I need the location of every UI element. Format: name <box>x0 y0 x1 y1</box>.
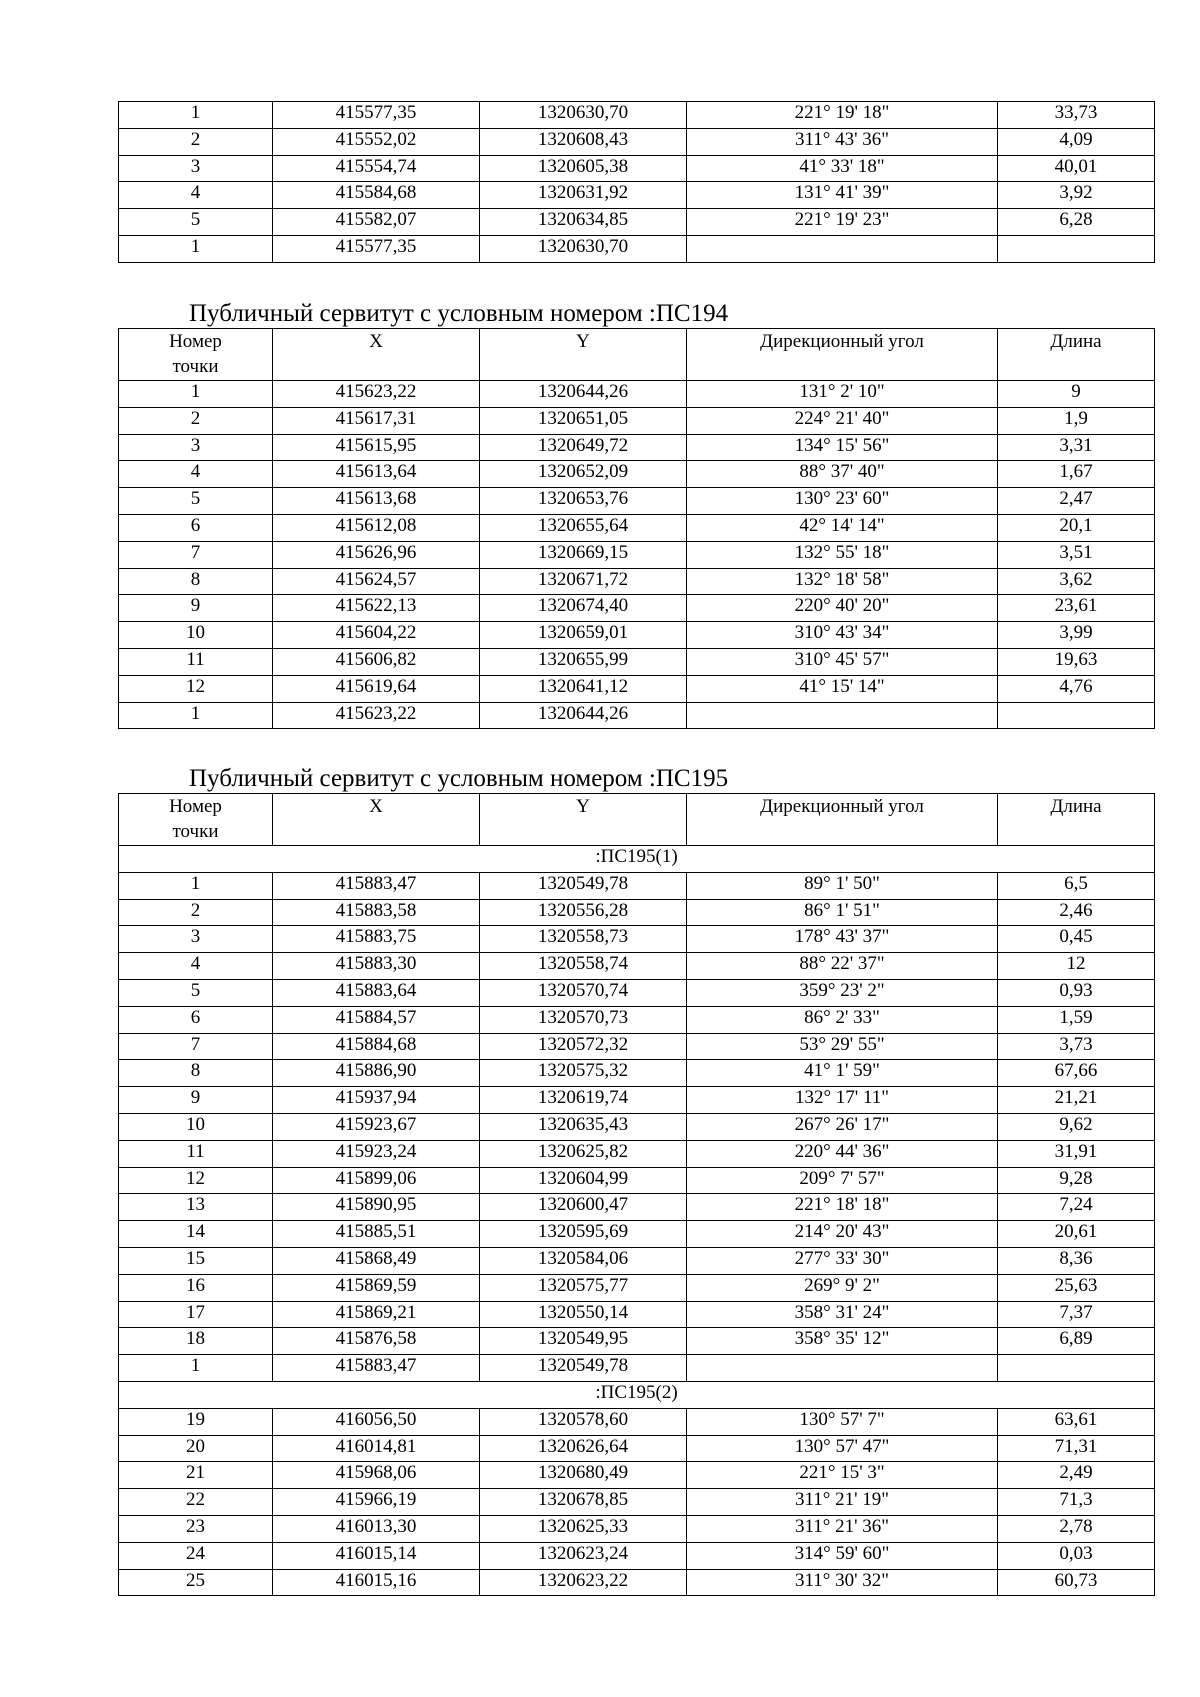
cell-y-coord: 1320556,28 <box>480 899 687 926</box>
cell-x-coord: 415883,47 <box>273 1355 480 1382</box>
cell-direction-angle: 41° 33' 18" <box>687 155 998 182</box>
cell-direction-angle: 358° 35' 12" <box>687 1328 998 1355</box>
cell-direction-angle: 132° 17' 11" <box>687 1087 998 1114</box>
cell-direction-angle: 314° 59' 60" <box>687 1542 998 1569</box>
cell-direction-angle: 41° 15' 14" <box>687 675 998 702</box>
cell-x-coord: 415554,74 <box>273 155 480 182</box>
cell-direction-angle: 209° 7' 57" <box>687 1167 998 1194</box>
cell-x-coord: 415883,75 <box>273 926 480 953</box>
header-direction-angle: Дирекционный угол <box>687 794 998 846</box>
table-row <box>119 514 1155 541</box>
subsection-label: :ПС195(1) <box>119 846 1155 873</box>
cell-y-coord: 1320674,40 <box>480 595 687 622</box>
subsection-row <box>119 846 1155 873</box>
cell-y-coord: 1320550,14 <box>480 1301 687 1328</box>
cell-x-coord: 415623,22 <box>273 381 480 408</box>
cell-point-number: 19 <box>119 1408 273 1435</box>
table-row <box>119 1006 1155 1033</box>
header-y: Y <box>480 794 687 846</box>
cell-direction-angle: 220° 40' 20" <box>687 595 998 622</box>
table-row <box>119 461 1155 488</box>
cell-y-coord: 1320651,05 <box>480 407 687 434</box>
table-row <box>119 1542 1155 1569</box>
cell-length: 7,37 <box>998 1301 1155 1328</box>
cell-x-coord: 415968,06 <box>273 1462 480 1489</box>
cell-point-number: 8 <box>119 568 273 595</box>
cell-length <box>998 702 1155 729</box>
table-row <box>119 381 1155 408</box>
cell-point-number: 11 <box>119 648 273 675</box>
table-row <box>119 1462 1155 1489</box>
cell-y-coord: 1320570,74 <box>480 979 687 1006</box>
table-row <box>119 926 1155 953</box>
cell-direction-angle: 359° 23' 2" <box>687 979 998 1006</box>
table-row <box>119 209 1155 236</box>
cell-y-coord: 1320634,85 <box>480 209 687 236</box>
cell-direction-angle: 310° 43' 34" <box>687 622 998 649</box>
table-row <box>119 541 1155 568</box>
cell-point-number: 1 <box>119 872 273 899</box>
cell-point-number: 4 <box>119 182 273 209</box>
cell-direction-angle: 224° 21' 40" <box>687 407 998 434</box>
cell-y-coord: 1320644,26 <box>480 702 687 729</box>
cell-point-number: 1 <box>119 702 273 729</box>
cell-length: 2,49 <box>998 1462 1155 1489</box>
cell-y-coord: 1320649,72 <box>480 434 687 461</box>
cell-point-number: 16 <box>119 1274 273 1301</box>
cell-length: 0,45 <box>998 926 1155 953</box>
cell-y-coord: 1320570,73 <box>480 1006 687 1033</box>
cell-direction-angle: 132° 55' 18" <box>687 541 998 568</box>
cell-y-coord: 1320595,69 <box>480 1221 687 1248</box>
cell-direction-angle: 88° 22' 37" <box>687 953 998 980</box>
cell-x-coord: 415577,35 <box>273 235 480 262</box>
table-row <box>119 1274 1155 1301</box>
cell-length: 63,61 <box>998 1408 1155 1435</box>
cell-length: 31,91 <box>998 1140 1155 1167</box>
cell-point-number: 1 <box>119 102 273 129</box>
cell-point-number: 22 <box>119 1489 273 1516</box>
cell-y-coord: 1320625,82 <box>480 1140 687 1167</box>
table-row <box>119 235 1155 262</box>
cell-point-number: 12 <box>119 675 273 702</box>
cell-x-coord: 415613,64 <box>273 461 480 488</box>
cell-y-coord: 1320605,38 <box>480 155 687 182</box>
cell-length: 1,67 <box>998 461 1155 488</box>
cell-x-coord: 415884,68 <box>273 1033 480 1060</box>
cell-length: 3,73 <box>998 1033 1155 1060</box>
cell-direction-angle <box>687 702 998 729</box>
cell-point-number: 17 <box>119 1301 273 1328</box>
cell-point-number: 2 <box>119 128 273 155</box>
cell-x-coord: 415582,07 <box>273 209 480 236</box>
cell-point-number: 1 <box>119 235 273 262</box>
cell-length: 2,46 <box>998 899 1155 926</box>
section-title-ps194: Публичный сервитут с условным номером :ПС194 <box>189 300 729 327</box>
cell-direction-angle: 130° 57' 7" <box>687 1408 998 1435</box>
cell-y-coord: 1320652,09 <box>480 461 687 488</box>
cell-direction-angle <box>687 1355 998 1382</box>
cell-point-number: 12 <box>119 1167 273 1194</box>
cell-y-coord: 1320680,49 <box>480 1462 687 1489</box>
table-row <box>119 675 1155 702</box>
cell-point-number: 8 <box>119 1060 273 1087</box>
table-row <box>119 182 1155 209</box>
cell-length: 6,89 <box>998 1328 1155 1355</box>
cell-length: 21,21 <box>998 1087 1155 1114</box>
cell-direction-angle <box>687 235 998 262</box>
table-row <box>119 1194 1155 1221</box>
cell-y-coord: 1320600,47 <box>480 1194 687 1221</box>
cell-length: 6,28 <box>998 209 1155 236</box>
table-row <box>119 1221 1155 1248</box>
cell-point-number: 7 <box>119 541 273 568</box>
cell-x-coord: 415883,58 <box>273 899 480 926</box>
cell-direction-angle: 130° 23' 60" <box>687 488 998 515</box>
cell-y-coord: 1320625,33 <box>480 1515 687 1542</box>
cell-x-coord: 416013,30 <box>273 1515 480 1542</box>
table-row <box>119 1113 1155 1140</box>
cell-point-number: 13 <box>119 1194 273 1221</box>
cell-point-number: 5 <box>119 979 273 1006</box>
table-row <box>119 899 1155 926</box>
cell-y-coord: 1320626,64 <box>480 1435 687 1462</box>
cell-point-number: 2 <box>119 899 273 926</box>
cell-point-number: 4 <box>119 461 273 488</box>
cell-x-coord: 415869,59 <box>273 1274 480 1301</box>
cell-direction-angle: 134° 15' 56" <box>687 434 998 461</box>
cell-direction-angle: 86° 1' 51" <box>687 899 998 926</box>
coordinates-table-ps195 <box>118 793 1155 1596</box>
cell-length: 25,63 <box>998 1274 1155 1301</box>
cell-y-coord: 1320635,43 <box>480 1113 687 1140</box>
cell-y-coord: 1320549,95 <box>480 1328 687 1355</box>
table-row <box>119 1435 1155 1462</box>
cell-x-coord: 415886,90 <box>273 1060 480 1087</box>
header-y: Y <box>480 329 687 381</box>
cell-point-number: 9 <box>119 1087 273 1114</box>
cell-point-number: 18 <box>119 1328 273 1355</box>
cell-y-coord: 1320572,32 <box>480 1033 687 1060</box>
header-x: X <box>273 794 480 846</box>
cell-length: 2,78 <box>998 1515 1155 1542</box>
cell-point-number: 6 <box>119 1006 273 1033</box>
cell-length: 6,5 <box>998 872 1155 899</box>
cell-length: 12 <box>998 953 1155 980</box>
cell-direction-angle: 220° 44' 36" <box>687 1140 998 1167</box>
table-row <box>119 568 1155 595</box>
table-row <box>119 1033 1155 1060</box>
table-row <box>119 595 1155 622</box>
cell-y-coord: 1320558,73 <box>480 926 687 953</box>
cell-x-coord: 415584,68 <box>273 182 480 209</box>
table-row <box>119 872 1155 899</box>
cell-length: 8,36 <box>998 1247 1155 1274</box>
cell-x-coord: 415619,64 <box>273 675 480 702</box>
cell-length: 0,93 <box>998 979 1155 1006</box>
cell-x-coord: 415624,57 <box>273 568 480 595</box>
cell-x-coord: 415604,22 <box>273 622 480 649</box>
cell-length: 1,59 <box>998 1006 1155 1033</box>
table-row <box>119 1167 1155 1194</box>
cell-length: 4,76 <box>998 675 1155 702</box>
cell-y-coord: 1320578,60 <box>480 1408 687 1435</box>
table-row <box>119 953 1155 980</box>
cell-length: 7,24 <box>998 1194 1155 1221</box>
table-row <box>119 979 1155 1006</box>
cell-length: 60,73 <box>998 1569 1155 1596</box>
cell-length: 0,03 <box>998 1542 1155 1569</box>
cell-point-number: 10 <box>119 1113 273 1140</box>
cell-direction-angle: 311° 43' 36" <box>687 128 998 155</box>
cell-y-coord: 1320623,22 <box>480 1569 687 1596</box>
cell-length: 9 <box>998 381 1155 408</box>
coordinates-table-ps194 <box>118 328 1155 729</box>
cell-x-coord: 415883,64 <box>273 979 480 1006</box>
cell-point-number: 4 <box>119 953 273 980</box>
cell-length: 71,31 <box>998 1435 1155 1462</box>
cell-point-number: 1 <box>119 1355 273 1382</box>
cell-x-coord: 415883,47 <box>273 872 480 899</box>
cell-y-coord: 1320584,06 <box>480 1247 687 1274</box>
cell-direction-angle: 132° 18' 58" <box>687 568 998 595</box>
cell-x-coord: 415868,49 <box>273 1247 480 1274</box>
cell-direction-angle: 221° 18' 18" <box>687 1194 998 1221</box>
table-row <box>119 488 1155 515</box>
cell-y-coord: 1320631,92 <box>480 182 687 209</box>
cell-point-number: 23 <box>119 1515 273 1542</box>
cell-x-coord: 415552,02 <box>273 128 480 155</box>
cell-direction-angle: 86° 2' 33" <box>687 1006 998 1033</box>
cell-x-coord: 415626,96 <box>273 541 480 568</box>
cell-x-coord: 415612,08 <box>273 514 480 541</box>
table-row <box>119 1355 1155 1382</box>
cell-direction-angle: 42° 14' 14" <box>687 514 998 541</box>
cell-length: 20,61 <box>998 1221 1155 1248</box>
cell-direction-angle: 358° 31' 24" <box>687 1301 998 1328</box>
table-row <box>119 622 1155 649</box>
cell-point-number: 21 <box>119 1462 273 1489</box>
table-row <box>119 1515 1155 1542</box>
cell-y-coord: 1320608,43 <box>480 128 687 155</box>
cell-x-coord: 415617,31 <box>273 407 480 434</box>
cell-y-coord: 1320619,74 <box>480 1087 687 1114</box>
cell-direction-angle: 221° 19' 23" <box>687 209 998 236</box>
cell-y-coord: 1320641,12 <box>480 675 687 702</box>
header-x: X <box>273 329 480 381</box>
cell-x-coord: 415613,68 <box>273 488 480 515</box>
cell-direction-angle: 311° 30' 32" <box>687 1569 998 1596</box>
table-row <box>119 1060 1155 1087</box>
cell-direction-angle: 311° 21' 19" <box>687 1489 998 1516</box>
cell-x-coord: 415623,22 <box>273 702 480 729</box>
cell-y-coord: 1320575,77 <box>480 1274 687 1301</box>
cell-length: 67,66 <box>998 1060 1155 1087</box>
cell-point-number: 11 <box>119 1140 273 1167</box>
coordinates-table-1 <box>118 101 1155 263</box>
cell-direction-angle: 89° 1' 50" <box>687 872 998 899</box>
table-row <box>119 155 1155 182</box>
header-point-number: Номер точки <box>119 329 273 381</box>
cell-y-coord: 1320678,85 <box>480 1489 687 1516</box>
cell-x-coord: 416014,81 <box>273 1435 480 1462</box>
cell-y-coord: 1320623,24 <box>480 1542 687 1569</box>
cell-point-number: 10 <box>119 622 273 649</box>
cell-y-coord: 1320558,74 <box>480 953 687 980</box>
cell-direction-angle: 131° 2' 10" <box>687 381 998 408</box>
cell-direction-angle: 310° 45' 57" <box>687 648 998 675</box>
cell-length: 3,62 <box>998 568 1155 595</box>
cell-length: 9,28 <box>998 1167 1155 1194</box>
cell-point-number: 3 <box>119 155 273 182</box>
cell-length: 3,99 <box>998 622 1155 649</box>
cell-x-coord: 415923,67 <box>273 1113 480 1140</box>
table-row <box>119 1328 1155 1355</box>
cell-direction-angle: 277° 33' 30" <box>687 1247 998 1274</box>
header-direction-angle: Дирекционный угол <box>687 329 998 381</box>
table-row <box>119 1301 1155 1328</box>
subsection-row <box>119 1381 1155 1408</box>
cell-y-coord: 1320630,70 <box>480 102 687 129</box>
cell-direction-angle: 267° 26' 17" <box>687 1113 998 1140</box>
cell-x-coord: 415883,30 <box>273 953 480 980</box>
cell-x-coord: 415884,57 <box>273 1006 480 1033</box>
cell-y-coord: 1320669,15 <box>480 541 687 568</box>
header-row <box>119 794 1155 846</box>
cell-length: 9,62 <box>998 1113 1155 1140</box>
cell-point-number: 2 <box>119 407 273 434</box>
cell-direction-angle: 221° 15' 3" <box>687 1462 998 1489</box>
cell-x-coord: 415899,06 <box>273 1167 480 1194</box>
cell-y-coord: 1320644,26 <box>480 381 687 408</box>
cell-y-coord: 1320604,99 <box>480 1167 687 1194</box>
section-title-ps195: Публичный сервитут с условным номером :ПС195 <box>189 765 729 792</box>
cell-point-number: 5 <box>119 488 273 515</box>
table-row <box>119 434 1155 461</box>
cell-x-coord: 416015,16 <box>273 1569 480 1596</box>
cell-y-coord: 1320549,78 <box>480 872 687 899</box>
table-row <box>119 1408 1155 1435</box>
header-length: Длина <box>998 794 1155 846</box>
cell-point-number: 3 <box>119 926 273 953</box>
cell-x-coord: 415966,19 <box>273 1489 480 1516</box>
cell-point-number: 25 <box>119 1569 273 1596</box>
cell-length <box>998 235 1155 262</box>
cell-length: 1,9 <box>998 407 1155 434</box>
cell-x-coord: 415577,35 <box>273 102 480 129</box>
cell-point-number: 9 <box>119 595 273 622</box>
table-body <box>119 381 1155 729</box>
cell-y-coord: 1320655,64 <box>480 514 687 541</box>
cell-direction-angle: 311° 21' 36" <box>687 1515 998 1542</box>
cell-direction-angle: 53° 29' 55" <box>687 1033 998 1060</box>
cell-x-coord: 415876,58 <box>273 1328 480 1355</box>
cell-point-number: 24 <box>119 1542 273 1569</box>
cell-length: 19,63 <box>998 648 1155 675</box>
cell-y-coord: 1320653,76 <box>480 488 687 515</box>
cell-point-number: 20 <box>119 1435 273 1462</box>
cell-length: 2,47 <box>998 488 1155 515</box>
cell-x-coord: 415923,24 <box>273 1140 480 1167</box>
table-row <box>119 1247 1155 1274</box>
cell-x-coord: 415622,13 <box>273 595 480 622</box>
header-row <box>119 329 1155 381</box>
cell-direction-angle: 221° 19' 18" <box>687 102 998 129</box>
cell-x-coord: 416056,50 <box>273 1408 480 1435</box>
cell-point-number: 15 <box>119 1247 273 1274</box>
cell-point-number: 7 <box>119 1033 273 1060</box>
cell-x-coord: 415885,51 <box>273 1221 480 1248</box>
cell-point-number: 6 <box>119 514 273 541</box>
table-row <box>119 407 1155 434</box>
table-row <box>119 102 1155 129</box>
cell-point-number: 3 <box>119 434 273 461</box>
subsection-label: :ПС195(2) <box>119 1381 1155 1408</box>
cell-x-coord: 415615,95 <box>273 434 480 461</box>
cell-point-number: 14 <box>119 1221 273 1248</box>
cell-direction-angle: 88° 37' 40" <box>687 461 998 488</box>
table-row <box>119 128 1155 155</box>
cell-length: 40,01 <box>998 155 1155 182</box>
cell-x-coord: 415606,82 <box>273 648 480 675</box>
cell-length: 33,73 <box>998 102 1155 129</box>
header-point-number: Номер точки <box>119 794 273 846</box>
cell-x-coord: 416015,14 <box>273 1542 480 1569</box>
table-row <box>119 1489 1155 1516</box>
cell-y-coord: 1320671,72 <box>480 568 687 595</box>
cell-y-coord: 1320575,32 <box>480 1060 687 1087</box>
cell-y-coord: 1320549,78 <box>480 1355 687 1382</box>
cell-length: 20,1 <box>998 514 1155 541</box>
cell-x-coord: 415890,95 <box>273 1194 480 1221</box>
cell-length: 3,31 <box>998 434 1155 461</box>
cell-length: 3,51 <box>998 541 1155 568</box>
cell-direction-angle: 178° 43' 37" <box>687 926 998 953</box>
cell-point-number: 5 <box>119 209 273 236</box>
cell-length: 3,92 <box>998 182 1155 209</box>
cell-length: 23,61 <box>998 595 1155 622</box>
cell-direction-angle: 130° 57' 47" <box>687 1435 998 1462</box>
cell-y-coord: 1320659,01 <box>480 622 687 649</box>
cell-x-coord: 415869,21 <box>273 1301 480 1328</box>
cell-x-coord: 415937,94 <box>273 1087 480 1114</box>
cell-direction-angle: 41° 1' 59" <box>687 1060 998 1087</box>
cell-length: 4,09 <box>998 128 1155 155</box>
cell-direction-angle: 269° 9' 2" <box>687 1274 998 1301</box>
table-row <box>119 648 1155 675</box>
header-length: Длина <box>998 329 1155 381</box>
table-row <box>119 1140 1155 1167</box>
cell-length <box>998 1355 1155 1382</box>
table-row <box>119 1087 1155 1114</box>
table-row <box>119 1569 1155 1596</box>
table-row <box>119 702 1155 729</box>
cell-y-coord: 1320655,99 <box>480 648 687 675</box>
table-body <box>119 846 1155 1596</box>
cell-y-coord: 1320630,70 <box>480 235 687 262</box>
cell-direction-angle: 214° 20' 43" <box>687 1221 998 1248</box>
cell-point-number: 1 <box>119 381 273 408</box>
cell-direction-angle: 131° 41' 39" <box>687 182 998 209</box>
table-body <box>119 102 1155 263</box>
cell-length: 71,3 <box>998 1489 1155 1516</box>
